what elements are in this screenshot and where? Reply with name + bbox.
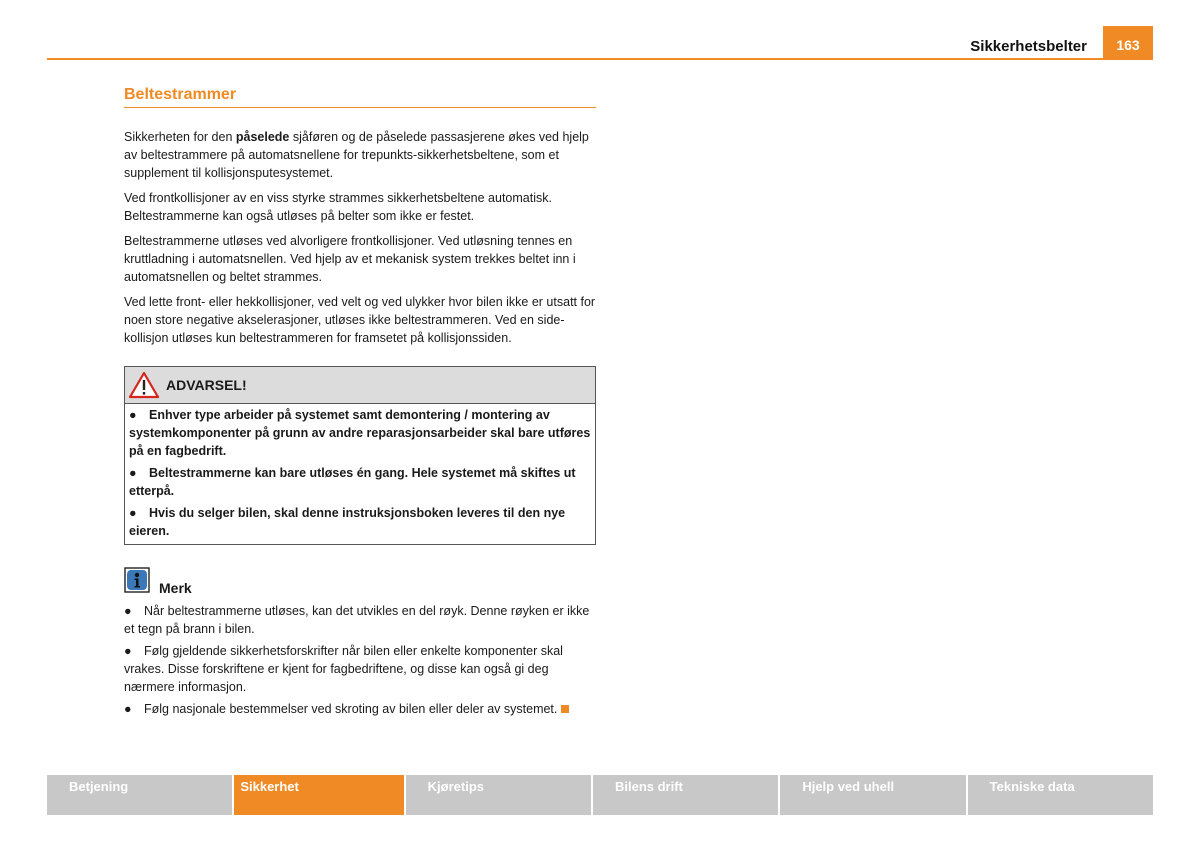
warning-triangle-icon	[128, 371, 160, 399]
paragraph-3: Beltestrammerne utløses ved alvorligere frontkollisjoner. Ved utløsning tennes en kruttladning i automatsnellen. Ved hjelp av et mekanisk system trekkes beltet inn i automatsnellen og beltet strammes.	[124, 234, 576, 284]
note-item-text: Følg nasjonale bestemmelser ved skroting av bilen eller deler av systemet.	[144, 702, 558, 716]
warning-box	[124, 366, 596, 545]
warning-item-text: Beltestrammerne kan bare utløses én gang. Hele systemet må skiftes ut etterpå.	[129, 466, 576, 498]
chapter-title: Sikkerhetsbelter	[970, 38, 1087, 55]
nav-tab-hjelp-ved-uhell[interactable]: Hjelp ved uhell	[780, 775, 965, 815]
note-item-text: Når beltestrammerne utløses, kan det utvikles en del røyk. Denne røyken er ikke et tegn på brann i bilen.	[124, 604, 590, 636]
header-rule	[47, 58, 1153, 60]
section-title: Beltestrammer	[124, 86, 596, 108]
paragraph-1	[124, 128, 596, 182]
paragraph-4: Ved lette front- eller hekkollisjoner, ved velt og ved ulykker hvor bilen ikke er utsatt for noen store negative akselerasjoner, utløses ikke beltestrammeren. Ved en side-kollisjon utløses kun beltestrammeren for framsetet på kollisjonssiden.	[124, 295, 596, 345]
page-number: 163	[1103, 26, 1153, 60]
paragraph-2: Ved frontkollisjoner av en viss styrke strammes sikkerhetsbeltene automatisk. Beltestrammerne kan også utløses på belter som ikke er festet.	[124, 191, 552, 223]
paragraph-1-end: sjåføren og de påselede passasjerene økes ved hjelp av beltestrammere på automatsnellene for trepunkts-sikkerhetsbeltene, som et supplement til kollisjonsputesystemet.	[124, 130, 589, 180]
nav-tab-sikkerhet[interactable]: Sikkerhet	[234, 775, 403, 815]
note-label: Merk	[159, 580, 192, 596]
nav-tab-betjening[interactable]: Betjening	[47, 775, 232, 815]
note-item	[124, 642, 596, 696]
warning-item-text: Enhver type arbeider på systemet samt demontering / montering av systemkomponenter på grunn av andre reparasjonsarbeider skal bare utføres på en fagbedrift.	[129, 408, 591, 458]
warning-body	[125, 404, 595, 544]
warning-item	[129, 406, 591, 460]
warning-label: ADVARSEL!	[166, 377, 247, 393]
bullet-dot-icon: ●	[129, 466, 137, 480]
bullet-dot-icon: ●	[129, 506, 137, 520]
paragraph-1-emphasis: påselede	[235, 130, 290, 144]
bullet-dot-icon: ●	[124, 604, 132, 618]
main-content	[124, 86, 596, 718]
warning-item	[129, 464, 591, 500]
chapter-nav	[47, 775, 1153, 815]
note-item-text: Følg gjeldende sikkerhetsforskrifter når bilen eller enkelte komponenter skal vrakes. Disse forskriftene er kjent for fagbedriftene, og disse kan også gi deg nærmere informasjon.	[124, 644, 563, 694]
nav-tab-kjoretips[interactable]: Kjøretips	[406, 775, 591, 815]
bullet-dot-icon: ●	[124, 702, 132, 716]
nav-tab-tekniske-data[interactable]: Tekniske data	[968, 775, 1153, 815]
note-item	[124, 602, 596, 638]
note-header	[124, 563, 596, 596]
note-item	[124, 700, 596, 718]
bullet-dot-icon: ●	[129, 408, 137, 422]
paragraph-1-start: Sikkerheten for den	[124, 130, 236, 144]
warning-header	[125, 367, 595, 404]
warning-item	[129, 504, 591, 540]
end-square-icon	[561, 705, 569, 713]
nav-tab-bilens-drift[interactable]: Bilens drift	[593, 775, 778, 815]
info-icon	[124, 567, 150, 593]
warning-item-text: Hvis du selger bilen, skal denne instruksjonsboken leveres til den nye eieren.	[129, 506, 566, 538]
bullet-dot-icon: ●	[124, 644, 132, 658]
